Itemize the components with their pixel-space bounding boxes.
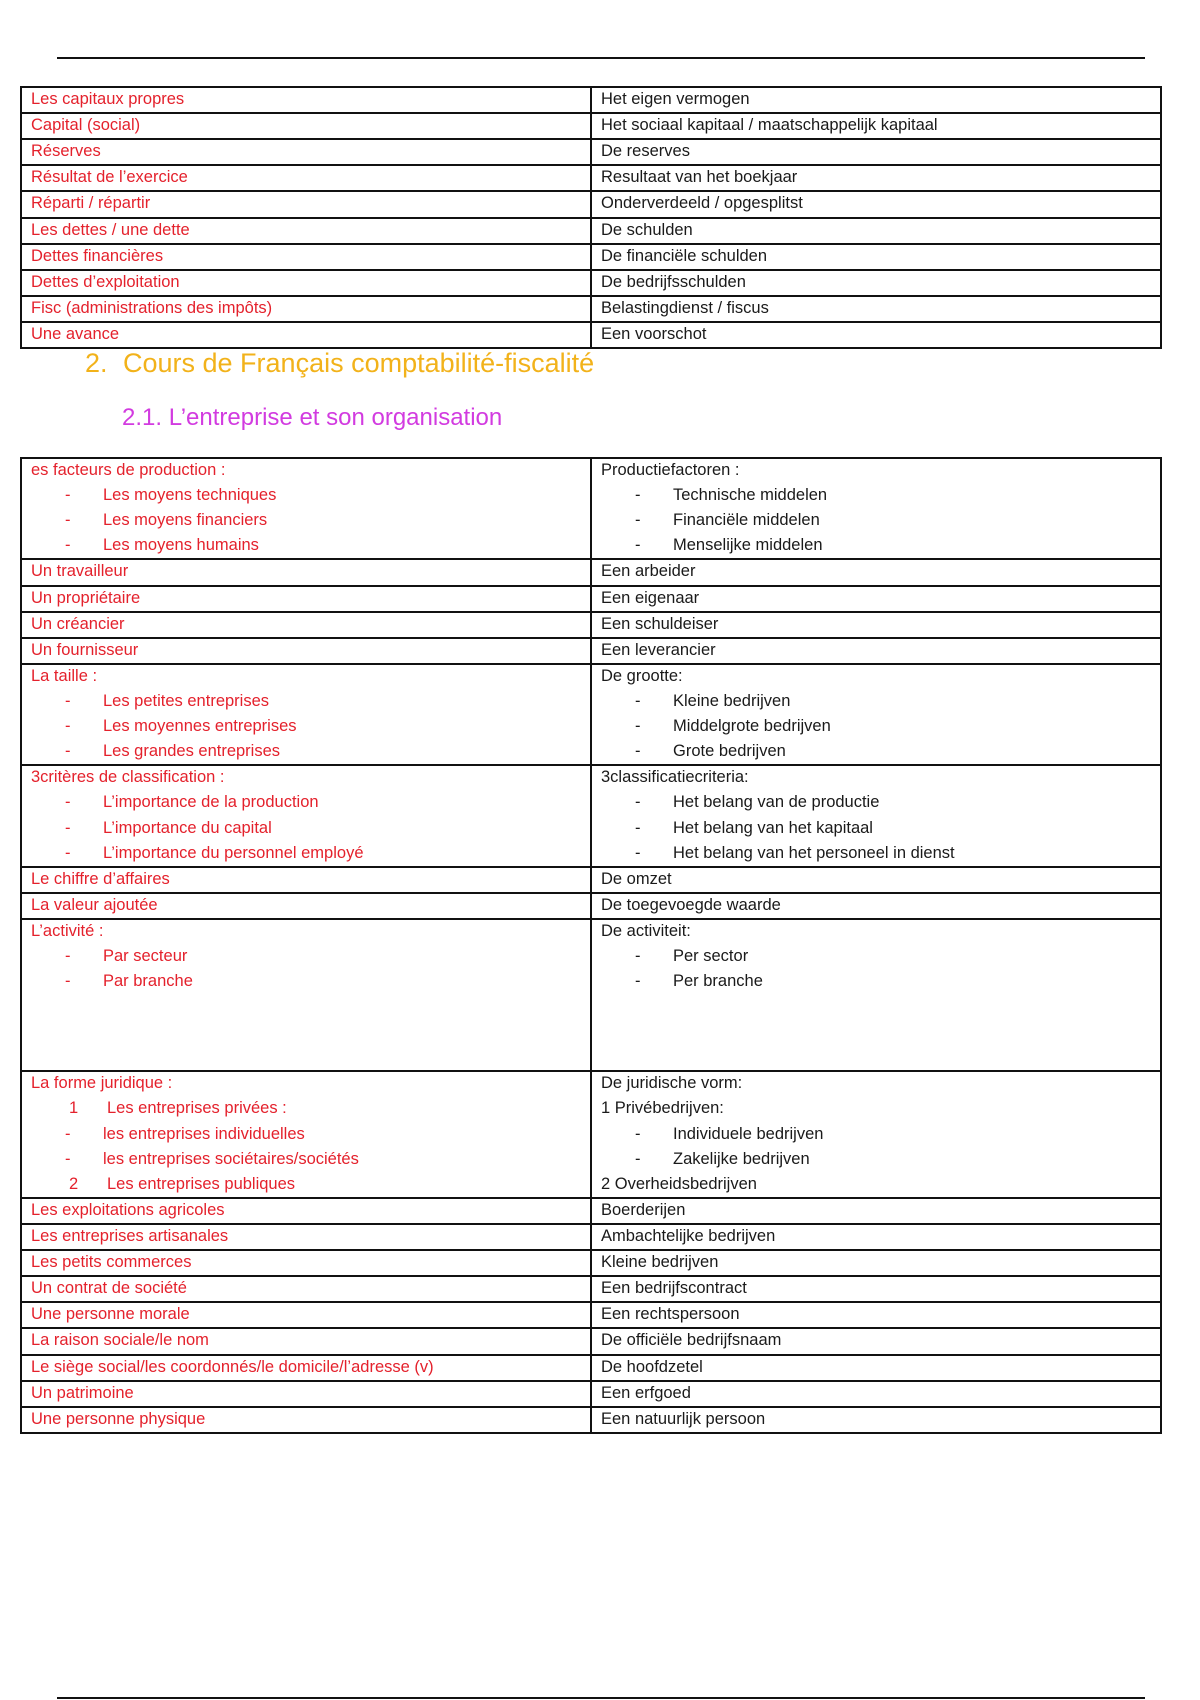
sub-item-text: 2 Overheidsbedrijven	[601, 1174, 757, 1193]
sub-item-text: Het belang van de productie	[673, 793, 880, 812]
french-term: Un créancier	[31, 614, 125, 633]
table-row	[21, 296, 1161, 322]
section-number: 2.	[85, 348, 108, 378]
list-marker: -	[635, 793, 641, 812]
french-term: Les petits commerces	[31, 1253, 192, 1272]
dutch-term-cell	[591, 559, 1161, 585]
dutch-term: De grootte:	[601, 666, 683, 685]
dutch-term-cell	[591, 638, 1161, 664]
sub-item-text: Par secteur	[103, 947, 188, 966]
sub-item-text: 1 Privébedrijven:	[601, 1099, 724, 1118]
sub-item-text: L’importance du capital	[103, 818, 272, 837]
french-term: Les capitaux propres	[31, 90, 185, 108]
sub-item-text: Les petites entreprises	[103, 691, 270, 710]
french-term-cell	[21, 458, 591, 559]
sub-item	[601, 741, 1151, 762]
table-row	[21, 664, 1161, 765]
dutch-term: De toegevoegde waarde	[601, 895, 781, 914]
french-term: Dettes financières	[31, 246, 164, 265]
french-term-cell	[21, 919, 591, 1071]
sub-item-text: Per branche	[673, 972, 763, 991]
french-term-cell	[21, 113, 591, 139]
sub-item	[31, 792, 581, 813]
dutch-term-cell	[591, 1276, 1161, 1302]
sub-item	[601, 510, 1151, 531]
list-marker: -	[635, 511, 641, 530]
sub-item-text: Het belang van het personeel in dienst	[673, 843, 955, 862]
french-term: Un propriétaire	[31, 588, 141, 607]
sub-item	[601, 792, 1151, 813]
dutch-term: Kleine bedrijven	[601, 1253, 719, 1272]
dutch-term: Onderverdeeld / opgesplitst	[601, 194, 803, 213]
list-marker: -	[635, 717, 641, 736]
list-marker: -	[635, 972, 641, 991]
french-term: Résultat de l’exercice	[31, 168, 188, 187]
french-term-cell	[21, 1198, 591, 1224]
french-term: es facteurs de production :	[31, 461, 226, 479]
dutch-term-cell	[591, 270, 1161, 296]
list-marker: -	[635, 1149, 641, 1168]
sub-item-text: Financiële middelen	[673, 511, 820, 530]
french-term: Un fournisseur	[31, 640, 139, 659]
french-term-cell	[21, 893, 591, 919]
dutch-term: Een erfgoed	[601, 1383, 691, 1402]
table-row	[21, 1407, 1161, 1433]
list-marker: -	[65, 947, 71, 966]
table-row	[21, 1224, 1161, 1250]
table-row	[21, 218, 1161, 244]
table-row	[21, 586, 1161, 612]
dutch-term-cell	[591, 919, 1161, 1071]
sub-item	[31, 535, 581, 556]
sub-item	[601, 485, 1151, 506]
dutch-term-cell	[591, 296, 1161, 322]
sub-item-text: Menselijke middelen	[673, 536, 823, 555]
dutch-term: De schulden	[601, 220, 693, 239]
french-term: Fisc (administrations des impôts)	[31, 298, 273, 317]
dutch-term-cell	[591, 113, 1161, 139]
dutch-term-cell	[591, 458, 1161, 559]
table-row	[21, 139, 1161, 165]
dutch-term: De bedrijfsschulden	[601, 272, 746, 291]
sub-item	[601, 946, 1151, 967]
dutch-term: Belastingdienst / fiscus	[601, 298, 769, 317]
sub-item	[31, 946, 581, 967]
list-marker: -	[65, 742, 71, 761]
dutch-term-cell	[591, 1381, 1161, 1407]
dutch-term-cell	[591, 612, 1161, 638]
header-rule	[57, 57, 1145, 59]
table-row	[21, 1328, 1161, 1354]
list-marker: -	[635, 818, 641, 837]
french-term-cell	[21, 1071, 591, 1198]
sub-item	[601, 1098, 1151, 1119]
french-term-cell	[21, 765, 591, 866]
table-row	[21, 559, 1161, 585]
french-term: La raison sociale/le nom	[31, 1331, 209, 1350]
table-row	[21, 1302, 1161, 1328]
french-term-cell	[21, 1407, 591, 1433]
table-row	[21, 612, 1161, 638]
table-row	[21, 638, 1161, 664]
table-row	[21, 244, 1161, 270]
french-term: Une personne physique	[31, 1409, 206, 1428]
dutch-term: Een bedrijfscontract	[601, 1279, 747, 1298]
french-term-cell	[21, 139, 591, 165]
french-term-cell	[21, 322, 591, 348]
french-term-cell	[21, 1224, 591, 1250]
list-marker: -	[635, 742, 641, 761]
dutch-term: De omzet	[601, 869, 672, 888]
french-term: La taille :	[31, 666, 98, 685]
list-marker: -	[65, 972, 71, 991]
french-term: Capital (social)	[31, 116, 141, 135]
table-row	[21, 1198, 1161, 1224]
dutch-term: Een arbeider	[601, 562, 696, 581]
dutch-term-cell	[591, 165, 1161, 191]
dutch-term: Een voorschot	[601, 324, 707, 343]
sub-item	[31, 1174, 581, 1195]
sub-item-text: L’importance de la production	[103, 793, 319, 812]
dutch-term-cell	[591, 1328, 1161, 1354]
sub-item-text: Individuele bedrijven	[673, 1124, 824, 1143]
dutch-term-cell	[591, 867, 1161, 893]
list-marker: -	[65, 1124, 71, 1143]
table-row	[21, 322, 1161, 348]
dutch-term-cell	[591, 218, 1161, 244]
table-row	[21, 919, 1161, 1071]
sub-item	[31, 1098, 581, 1119]
french-term-cell	[21, 638, 591, 664]
table-row	[21, 893, 1161, 919]
list-marker: 2	[69, 1174, 79, 1193]
table-row	[21, 458, 1161, 559]
dutch-term: Ambachtelijke bedrijven	[601, 1226, 776, 1245]
table-row	[21, 867, 1161, 893]
dutch-term-cell	[591, 322, 1161, 348]
dutch-term: Een natuurlijk persoon	[601, 1409, 766, 1428]
list-marker: -	[65, 536, 71, 555]
dutch-term: De financiële schulden	[601, 246, 768, 265]
dutch-term-cell	[591, 139, 1161, 165]
french-term: Le chiffre d’affaires	[31, 869, 170, 888]
sub-item-text: Les entreprises privées :	[107, 1099, 287, 1118]
french-term-cell	[21, 1355, 591, 1381]
list-marker: -	[65, 793, 71, 812]
table-row	[21, 191, 1161, 217]
french-term-cell	[21, 1276, 591, 1302]
french-term-cell	[21, 191, 591, 217]
sub-item-text: Technische middelen	[673, 486, 828, 505]
sub-item	[31, 843, 581, 864]
dutch-term: Productiefactoren :	[601, 461, 740, 479]
french-term-cell	[21, 664, 591, 765]
sub-item-text: Middelgrote bedrijven	[673, 717, 831, 736]
french-term: Un patrimoine	[31, 1383, 134, 1402]
dutch-term-cell	[591, 1250, 1161, 1276]
footer-rule	[57, 1697, 1145, 1699]
dutch-term-cell	[591, 87, 1161, 113]
dutch-term: Het sociaal kapitaal / maatschappelijk kapitaal	[601, 116, 938, 135]
dutch-term-cell	[591, 664, 1161, 765]
sub-item-text: L’importance du personnel employé	[103, 843, 364, 862]
dutch-term: De activiteit:	[601, 921, 691, 940]
dutch-term: Een eigenaar	[601, 588, 700, 607]
list-marker: -	[635, 947, 641, 966]
french-term: Dettes d’exploitation	[31, 272, 180, 291]
dutch-term-cell	[591, 1302, 1161, 1328]
sub-item-text: Kleine bedrijven	[673, 691, 791, 710]
french-term-cell	[21, 1250, 591, 1276]
sub-item	[601, 535, 1151, 556]
french-term: Le siège social/les coordonnés/le domicile/l’adresse (v)	[31, 1357, 434, 1376]
table-row	[21, 270, 1161, 296]
sub-item	[601, 1149, 1151, 1170]
french-term: L’activité :	[31, 921, 104, 940]
french-term: Les entreprises artisanales	[31, 1226, 229, 1245]
sub-item	[31, 510, 581, 531]
french-term-cell	[21, 612, 591, 638]
french-term: Les exploitations agricoles	[31, 1200, 225, 1219]
dutch-term: Resultaat van het boekjaar	[601, 168, 798, 187]
dutch-term-cell	[591, 586, 1161, 612]
list-marker: -	[635, 536, 641, 555]
table-row	[21, 1250, 1161, 1276]
table-row	[21, 1381, 1161, 1407]
sub-item-text: Grote bedrijven	[673, 742, 786, 761]
list-marker: -	[635, 691, 641, 710]
dutch-term: Een schuldeiser	[601, 614, 719, 633]
french-term-cell	[21, 1328, 591, 1354]
dutch-term-cell	[591, 1198, 1161, 1224]
list-marker: -	[635, 843, 641, 862]
sub-item-text: Les moyennes entreprises	[103, 717, 297, 736]
table-row	[21, 1071, 1161, 1198]
french-term: Une personne morale	[31, 1305, 190, 1324]
french-term-cell	[21, 559, 591, 585]
sub-item	[31, 691, 581, 712]
dutch-term-cell	[591, 244, 1161, 270]
dutch-term-cell	[591, 1407, 1161, 1433]
dutch-term-cell	[591, 1071, 1161, 1198]
sub-item	[31, 1124, 581, 1145]
list-marker: -	[65, 691, 71, 710]
sub-item	[601, 1124, 1151, 1145]
sub-item	[31, 971, 581, 992]
sub-item	[601, 1174, 1151, 1195]
french-term-cell	[21, 218, 591, 244]
french-term: 3critères de classification :	[31, 768, 225, 787]
list-marker: -	[65, 486, 71, 505]
dutch-term-cell	[591, 1355, 1161, 1381]
french-term-cell	[21, 586, 591, 612]
vocab-table-equity	[20, 86, 1162, 349]
sub-item	[601, 691, 1151, 712]
table-row	[21, 765, 1161, 866]
dutch-term: Boerderijen	[601, 1200, 686, 1219]
vocab-table-enterprise	[20, 457, 1162, 1434]
sub-item	[31, 485, 581, 506]
list-marker: 1	[69, 1099, 79, 1118]
french-term-cell	[21, 270, 591, 296]
sub-item	[31, 1149, 581, 1170]
french-term: Un travailleur	[31, 562, 129, 581]
dutch-term: De juridische vorm:	[601, 1074, 743, 1093]
dutch-term-cell	[591, 765, 1161, 866]
sub-item-text: Per sector	[673, 947, 749, 966]
french-term-cell	[21, 296, 591, 322]
list-marker: -	[635, 486, 641, 505]
dutch-term: 3classificatiecriteria:	[601, 768, 749, 787]
table-row	[21, 1276, 1161, 1302]
list-marker: -	[65, 843, 71, 862]
french-term: Réparti / répartir	[31, 194, 151, 213]
sub-item-text: les entreprises sociétaires/sociétés	[103, 1149, 359, 1168]
sub-item-text: Les entreprises publiques	[107, 1174, 296, 1193]
dutch-term-cell	[591, 191, 1161, 217]
sub-item-text: Les moyens techniques	[103, 486, 277, 505]
dutch-term-cell	[591, 893, 1161, 919]
list-marker: -	[635, 1124, 641, 1143]
sub-item	[601, 818, 1151, 839]
dutch-term: De officiële bedrijfsnaam	[601, 1331, 782, 1350]
french-term-cell	[21, 867, 591, 893]
french-term-cell	[21, 165, 591, 191]
dutch-term-cell	[591, 1224, 1161, 1250]
dutch-term: De hoofdzetel	[601, 1357, 703, 1376]
sub-item-text: Les moyens humains	[103, 536, 259, 555]
french-term: Réserves	[31, 142, 101, 161]
table-row	[21, 113, 1161, 139]
sub-item	[31, 741, 581, 762]
sub-item-text: Het belang van het kapitaal	[673, 818, 873, 837]
sub-item-text: Par branche	[103, 972, 193, 991]
sub-item	[601, 716, 1151, 737]
table-row	[21, 1355, 1161, 1381]
table-row	[21, 87, 1161, 113]
dutch-term: De reserves	[601, 142, 690, 161]
french-term: Les dettes / une dette	[31, 220, 190, 239]
list-marker: -	[65, 511, 71, 530]
french-term-cell	[21, 87, 591, 113]
dutch-term: Een rechtspersoon	[601, 1305, 740, 1324]
list-marker: -	[65, 717, 71, 736]
french-term-cell	[21, 1381, 591, 1407]
section-title: Cours de Français comptabilité-fiscalité	[123, 348, 595, 378]
french-term: Un contrat de société	[31, 1279, 187, 1298]
sub-item	[31, 818, 581, 839]
sub-item-text: Zakelijke bedrijven	[673, 1149, 810, 1168]
dutch-term: Een leverancier	[601, 640, 716, 659]
sub-item-text: les entreprises individuelles	[103, 1124, 305, 1143]
sub-item-text: Les moyens financiers	[103, 511, 268, 530]
sub-item	[601, 843, 1151, 864]
french-term: La valeur ajoutée	[31, 895, 158, 914]
subsection-heading: 2.1. L’entreprise et son organisation	[122, 404, 503, 431]
sub-item	[31, 716, 581, 737]
dutch-term: Het eigen vermogen	[601, 90, 750, 108]
table-row	[21, 165, 1161, 191]
french-term: Une avance	[31, 324, 120, 343]
section-heading	[85, 348, 594, 379]
french-term: La forme juridique :	[31, 1074, 173, 1093]
list-marker: -	[65, 818, 71, 837]
french-term-cell	[21, 244, 591, 270]
french-term-cell	[21, 1302, 591, 1328]
sub-item-text: Les grandes entreprises	[103, 742, 281, 761]
sub-item	[601, 971, 1151, 992]
list-marker: -	[65, 1149, 71, 1168]
